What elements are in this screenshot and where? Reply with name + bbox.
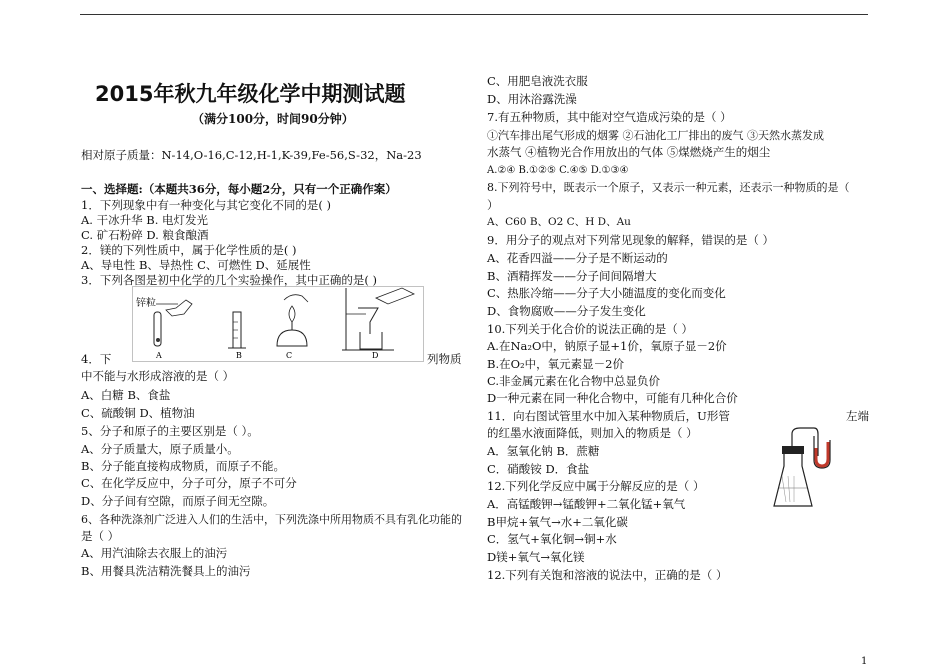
zinc-label: 锌粒 xyxy=(136,298,156,309)
figure-label-b: B xyxy=(236,351,242,360)
atomic-mass-line: 相对原子质量：N-14,O-16,C-12,H-1,K-39,Fe-56,S-32，Na-23 xyxy=(81,148,422,162)
question-line: D、用沐浴露洗澡 xyxy=(487,92,577,106)
page-subtitle: （满分100分，时间90分钟） xyxy=(192,112,354,126)
question-line: B甲烷+氧气→水+二氧化碳 xyxy=(487,515,628,529)
question-line: 2．镁的下列性质中，属于化学性质的是( ) xyxy=(81,243,297,257)
question-line: 7.有五种物质，其中能对空气造成污染的是（ ） xyxy=(487,110,732,124)
question-line: C. 矿石粉碎 D. 粮食酿酒 xyxy=(81,228,209,242)
question-line: D一种元素在同一种化合物中，可能有几种化合价 xyxy=(487,391,738,405)
question-line: 水蒸气 ④植物光合作用放出的气体 ⑤煤燃烧产生的烟尘 xyxy=(487,145,771,159)
question-line: 是（ ） xyxy=(81,529,120,543)
question-line: A．氢氧化钠 B．蔗糖 xyxy=(487,444,600,458)
question-line: A.②④ B.①②⑤ C.④⑤ D.①③④ xyxy=(487,165,629,176)
question-line: 10.下列关于化合价的说法正确的是（ ） xyxy=(487,322,693,336)
figure-label-c: C xyxy=(286,351,293,360)
question-line: 12.下列化学反应中属于分解反应的是（ ） xyxy=(487,479,705,493)
question-line: C．氢气+氧化铜→铜+水 xyxy=(487,532,617,546)
question-line: D、食物腐败——分子发生变化 xyxy=(487,304,646,318)
figure-label-a: A xyxy=(156,351,162,360)
question-line: D镁+氧气→氧化镁 xyxy=(487,550,585,564)
question-line: 11．向右图试管里水中加入某种物质后，U形管 xyxy=(487,409,730,423)
question-line: A、花香四溢——分子是不断运动的 xyxy=(487,251,668,265)
question-line: C、在化学反应中，分子可分，原子不可分 xyxy=(81,476,297,490)
question-line: B.在O₂中，氧元素显－2价 xyxy=(487,357,624,371)
question-line: B、分子能直接构成物质，而原子不能。 xyxy=(81,459,285,473)
question-line: 1．下列现象中有一种变化与其它变化不同的是( ) xyxy=(81,198,331,212)
question-line: A．高锰酸钾→锰酸钾+二氧化锰+氧气 xyxy=(487,497,686,511)
question-line: A.在Na₂O中，钠原子显+1价，氧原子显－2价 xyxy=(487,339,727,353)
question-line: A、分子质量大，原子质量小。 xyxy=(81,442,239,456)
flask-u-tube-figure xyxy=(772,426,848,510)
question-line: 12.下列有关饱和溶液的说法中，正确的是（ ） xyxy=(487,568,728,582)
question-line: D、分子间有空隙，而原子间无空隙。 xyxy=(81,494,275,508)
question-line: 左端 xyxy=(846,409,869,423)
question-line: 3．下列各图是初中化学的几个实验操作，其中正确的是( ) xyxy=(81,273,377,287)
question-line: A、C60 B、O2 C、H D、Au xyxy=(487,216,631,228)
question-line: C、用肥皂液洗衣服 xyxy=(487,74,588,88)
question-line: 8.下列符号中，既表示一个原子，又表示一种元素，还表示一种物质的是（ xyxy=(487,181,850,194)
page-number: 1 xyxy=(861,656,868,667)
question-line: 9．用分子的观点对下列常见现象的解释，错误的是（ ） xyxy=(487,233,774,247)
question-line: A、用汽油除去衣服上的油污 xyxy=(81,546,228,560)
question-line: B、酒精挥发——分子间间隔增大 xyxy=(487,269,657,283)
question-line: C．硝酸铵 D．食盐 xyxy=(487,462,590,476)
page-title: 2015年秋九年级化学中期测试题 xyxy=(95,82,406,106)
top-rule xyxy=(80,14,868,15)
question-line: A、白糖 B、食盐 xyxy=(81,388,171,402)
section-heading: 一、选择题:（本题共36分，每小题2分，只有一个正确作案） xyxy=(81,182,397,196)
lab-operations-figure xyxy=(132,286,424,362)
question-line: B、用餐具洗洁精洗餐具上的油污 xyxy=(81,564,251,578)
question-line: A、导电性 B、导热性 C、可燃性 D、延展性 xyxy=(81,258,311,272)
question-line: C、硫酸铜 D、植物油 xyxy=(81,406,195,420)
question-line: 4．下 xyxy=(81,352,112,366)
figure-label-d: D xyxy=(372,351,379,360)
question-line: C.非金属元素在化合物中总显负价 xyxy=(487,374,661,388)
question-line: ①汽车排出尾气形成的烟雾 ②石油化工厂排出的废气 ③天然水蒸发成 xyxy=(487,129,824,142)
question-line: A. 干冰升华 B. 电灯发光 xyxy=(81,213,209,227)
question-line: 6、各种洗涤剂广泛进入人们的生活中，下列洗涤中所用物质不具有乳化功能的 xyxy=(81,513,462,526)
question-line: 中不能与水形成溶液的是（ ） xyxy=(81,369,235,383)
question-line: 列物质 xyxy=(427,352,462,366)
question-line: 的红墨水液面降低，则加入的物质是（ ） xyxy=(487,426,698,440)
question-line: C、热胀冷缩——分子大小随温度的变化而变化 xyxy=(487,286,726,300)
question-line: ） xyxy=(487,198,499,212)
question-line: 5、分子和原子的主要区别是（ ）。 xyxy=(81,424,259,438)
